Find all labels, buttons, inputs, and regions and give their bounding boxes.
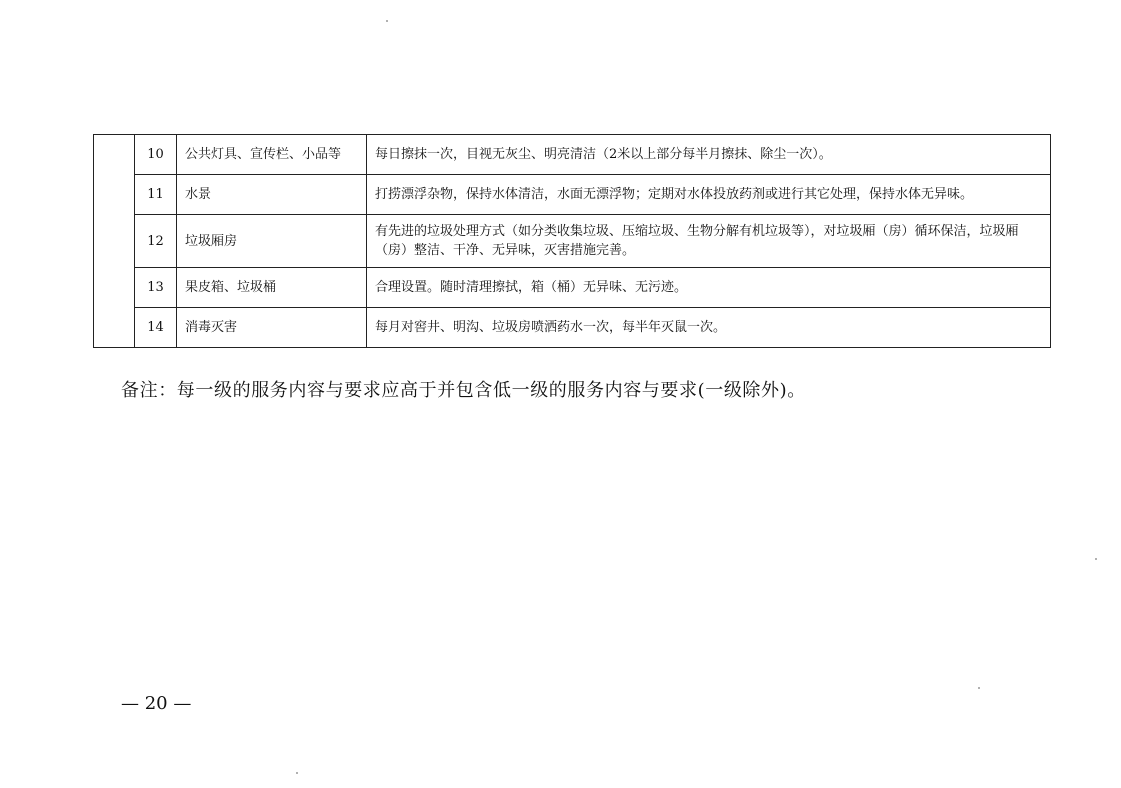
table-row <box>94 308 1051 348</box>
row-number: 12 <box>135 215 177 268</box>
row-item: 垃圾厢房 <box>177 215 367 268</box>
table-row <box>94 215 1051 268</box>
row-number: 14 <box>135 308 177 348</box>
category-cell <box>94 135 135 348</box>
scan-speck <box>386 20 388 22</box>
table-row <box>94 268 1051 308</box>
service-standard-table <box>93 134 1051 348</box>
row-item: 消毒灭害 <box>177 308 367 348</box>
row-requirement: 有先进的垃圾处理方式（如分类收集垃圾、压缩垃圾、生物分解有机垃圾等），对垃圾厢（房）循环保洁，垃圾厢（房）整洁、干净、无异味，灭害措施完善。 <box>367 215 1051 268</box>
row-requirement: 每日擦抹一次，目视无灰尘、明亮清洁（2米以上部分每半月擦抹、除尘一次）。 <box>367 135 1051 175</box>
row-number: 11 <box>135 175 177 215</box>
table-row <box>94 135 1051 175</box>
page-number: — 20 — <box>121 693 192 714</box>
row-item: 水景 <box>177 175 367 215</box>
row-number: 10 <box>135 135 177 175</box>
scan-speck <box>1095 558 1097 560</box>
scan-speck <box>978 687 980 689</box>
row-item: 公共灯具、宣传栏、小品等 <box>177 135 367 175</box>
row-number: 13 <box>135 268 177 308</box>
row-requirement: 合理设置。随时清理擦拭，箱（桶）无异味、无污迹。 <box>367 268 1051 308</box>
row-requirement: 每月对窖井、明沟、垃圾房喷洒药水一次，每半年灭鼠一次。 <box>367 308 1051 348</box>
scan-speck <box>296 772 298 774</box>
remark-note: 备注：每一级的服务内容与要求应高于并包含低一级的服务内容与要求(一级除外)。 <box>121 380 806 401</box>
table-row <box>94 175 1051 215</box>
row-requirement: 打捞漂浮杂物，保持水体清洁，水面无漂浮物；定期对水体投放药剂或进行其它处理，保持水体无异味。 <box>367 175 1051 215</box>
row-item: 果皮箱、垃圾桶 <box>177 268 367 308</box>
